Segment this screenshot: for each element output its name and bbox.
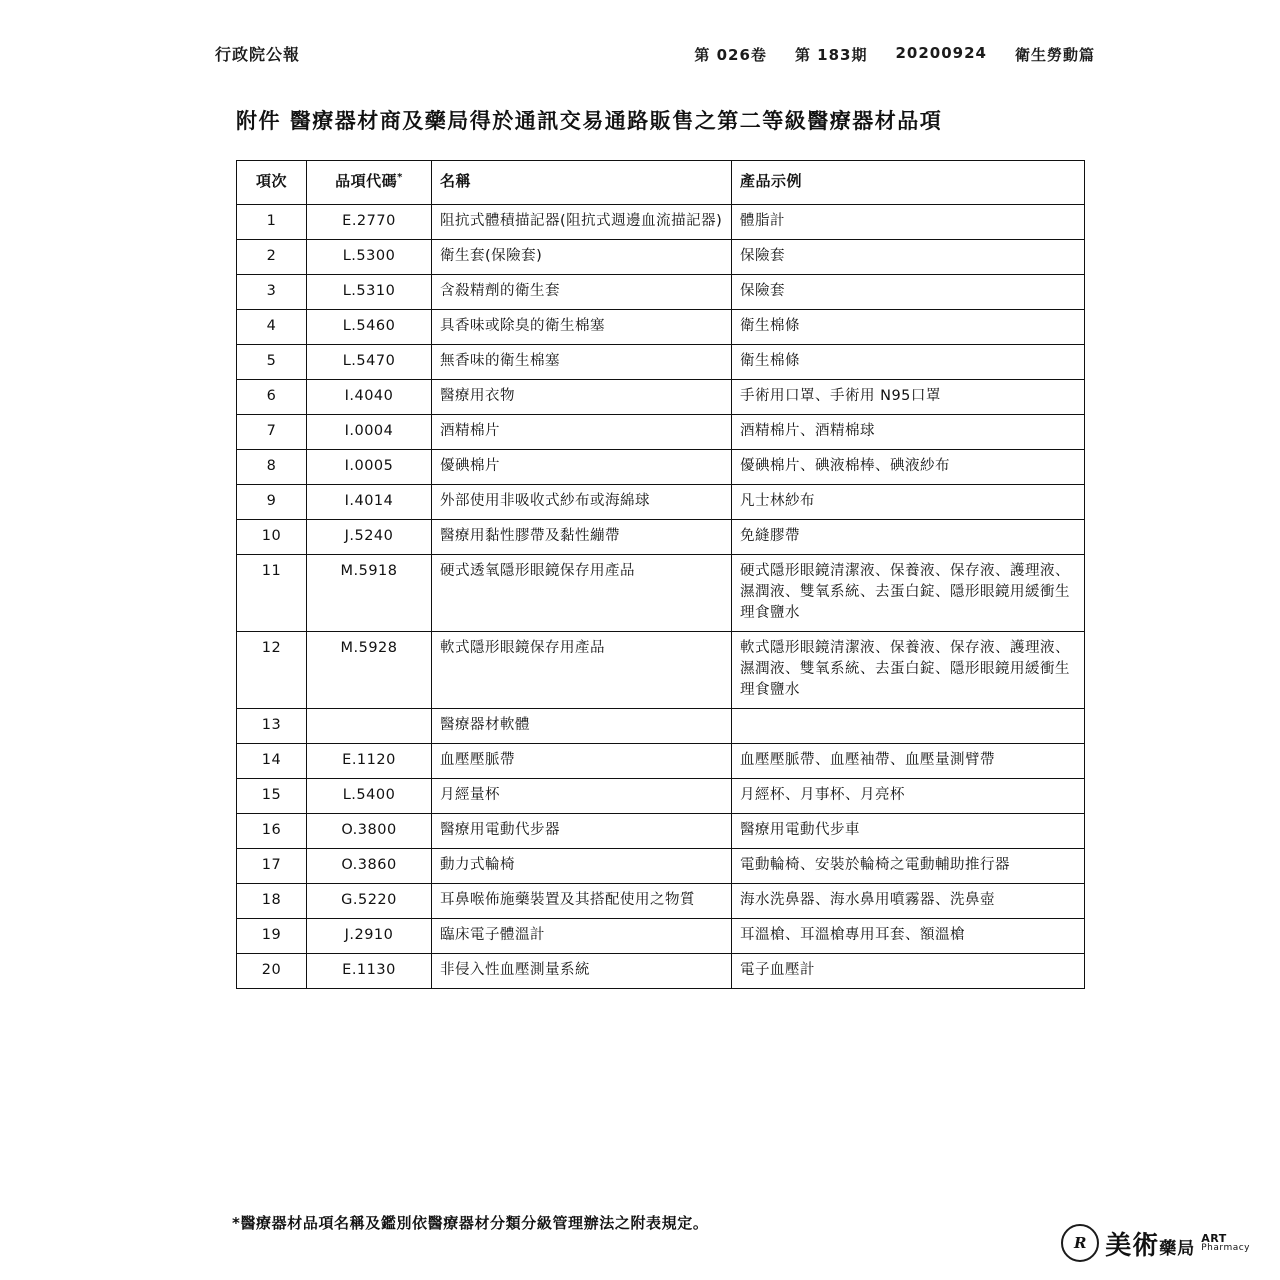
table-row bbox=[237, 779, 1085, 814]
cell-code: E.1130 bbox=[307, 954, 432, 989]
table-row bbox=[237, 274, 1085, 309]
cell-no: 8 bbox=[237, 449, 307, 484]
column-header-code-asterisk: * bbox=[397, 172, 403, 183]
logo-name-en-line2: Pharmacy bbox=[1201, 1243, 1250, 1254]
cell-example: 硬式隱形眼鏡清潔液、保養液、保存液、護理液、濕潤液、雙氧系統、去蛋白錠、隱形眼鏡用緩衝生理食鹽水 bbox=[732, 554, 1085, 631]
items-table-wrapper bbox=[236, 160, 1084, 989]
cell-name: 外部使用非吸收式紗布或海綿球 bbox=[432, 484, 732, 519]
header-meta bbox=[694, 44, 1095, 65]
column-header-code-label: 品項代碼 bbox=[335, 172, 398, 190]
cell-code: G.5220 bbox=[307, 884, 432, 919]
items-table-body bbox=[237, 204, 1085, 988]
cell-no: 14 bbox=[237, 744, 307, 779]
items-table bbox=[236, 160, 1085, 989]
cell-name: 阻抗式體積描記器(阻抗式週邊血流描記器) bbox=[432, 204, 732, 239]
cell-code: I.0005 bbox=[307, 449, 432, 484]
cell-no: 20 bbox=[237, 954, 307, 989]
cell-no: 13 bbox=[237, 709, 307, 744]
page-title: 附件 醫療器材商及藥局得於通訊交易通路販售之第二等級醫療器材品項 bbox=[236, 109, 943, 133]
table-row bbox=[237, 484, 1085, 519]
cell-no: 18 bbox=[237, 884, 307, 919]
cell-example bbox=[732, 709, 1085, 744]
cell-name: 硬式透氧隱形眼鏡保存用產品 bbox=[432, 554, 732, 631]
pharmacy-logo bbox=[1061, 1224, 1250, 1262]
cell-example: 電動輪椅、安裝於輪椅之電動輔助推行器 bbox=[732, 849, 1085, 884]
cell-name: 具香味或除臭的衛生棉塞 bbox=[432, 309, 732, 344]
table-row bbox=[237, 709, 1085, 744]
cell-example: 優碘棉片、碘液棉棒、碘液紗布 bbox=[732, 449, 1085, 484]
cell-name: 醫療器材軟體 bbox=[432, 709, 732, 744]
cell-example: 醫療用電動代步車 bbox=[732, 814, 1085, 849]
column-header-example: 產品示例 bbox=[732, 161, 1085, 205]
header-publication: 行政院公報 bbox=[215, 45, 301, 64]
cell-no: 4 bbox=[237, 309, 307, 344]
cell-example: 保險套 bbox=[732, 239, 1085, 274]
table-header-row bbox=[237, 161, 1085, 205]
logo-name-en-line1: ART bbox=[1201, 1231, 1227, 1245]
cell-code: J.5240 bbox=[307, 519, 432, 554]
cell-example: 血壓壓脈帶、血壓袖帶、血壓量測臂帶 bbox=[732, 744, 1085, 779]
cell-no: 10 bbox=[237, 519, 307, 554]
cell-example: 酒精棉片、酒精棉球 bbox=[732, 414, 1085, 449]
table-row bbox=[237, 814, 1085, 849]
cell-no: 11 bbox=[237, 554, 307, 631]
cell-code: E.1120 bbox=[307, 744, 432, 779]
table-row bbox=[237, 954, 1085, 989]
table-row bbox=[237, 309, 1085, 344]
cell-code: I.4014 bbox=[307, 484, 432, 519]
cell-name: 耳鼻喉佈施藥裝置及其搭配使用之物質 bbox=[432, 884, 732, 919]
cell-name: 優碘棉片 bbox=[432, 449, 732, 484]
cell-name: 軟式隱形眼鏡保存用產品 bbox=[432, 631, 732, 708]
cell-example: 手術用口罩、手術用 N95口罩 bbox=[732, 379, 1085, 414]
cell-code: E.2770 bbox=[307, 204, 432, 239]
cell-code: M.5928 bbox=[307, 631, 432, 708]
cell-code: O.3800 bbox=[307, 814, 432, 849]
footnote: *醫療器材品項名稱及鑑別依醫療器材分類分級管理辦法之附表規定。 bbox=[232, 1214, 709, 1232]
column-header-code bbox=[307, 161, 432, 205]
logo-name-cn bbox=[1105, 1225, 1195, 1262]
cell-name: 月經量杯 bbox=[432, 779, 732, 814]
table-row bbox=[237, 344, 1085, 379]
table-row bbox=[237, 414, 1085, 449]
cell-name: 醫療用黏性膠帶及黏性繃帶 bbox=[432, 519, 732, 554]
table-row bbox=[237, 239, 1085, 274]
page-header bbox=[215, 42, 1095, 65]
table-row bbox=[237, 919, 1085, 954]
cell-name: 動力式輪椅 bbox=[432, 849, 732, 884]
cell-no: 19 bbox=[237, 919, 307, 954]
logo-name-cn-main: 美術 bbox=[1105, 1230, 1160, 1261]
logo-name-en bbox=[1201, 1233, 1250, 1254]
logo-circle-icon: R bbox=[1061, 1224, 1099, 1262]
cell-example: 月經杯、月事杯、月亮杯 bbox=[732, 779, 1085, 814]
cell-name: 醫療用電動代步器 bbox=[432, 814, 732, 849]
cell-no: 3 bbox=[237, 274, 307, 309]
cell-name: 酒精棉片 bbox=[432, 414, 732, 449]
cell-code: L.5400 bbox=[307, 779, 432, 814]
cell-code: M.5918 bbox=[307, 554, 432, 631]
table-row bbox=[237, 204, 1085, 239]
cell-code bbox=[307, 709, 432, 744]
cell-code: I.0004 bbox=[307, 414, 432, 449]
cell-no: 7 bbox=[237, 414, 307, 449]
cell-example: 衛生棉條 bbox=[732, 309, 1085, 344]
header-date: 20200924 bbox=[895, 44, 987, 62]
cell-code: L.5470 bbox=[307, 344, 432, 379]
cell-no: 5 bbox=[237, 344, 307, 379]
cell-code: J.2910 bbox=[307, 919, 432, 954]
cell-name: 臨床電子體溫計 bbox=[432, 919, 732, 954]
cell-example: 衛生棉條 bbox=[732, 344, 1085, 379]
table-row bbox=[237, 884, 1085, 919]
cell-name: 無香味的衛生棉塞 bbox=[432, 344, 732, 379]
cell-example: 保險套 bbox=[732, 274, 1085, 309]
cell-name: 含殺精劑的衛生套 bbox=[432, 274, 732, 309]
cell-example: 體脂計 bbox=[732, 204, 1085, 239]
cell-example: 電子血壓計 bbox=[732, 954, 1085, 989]
cell-code: L.5300 bbox=[307, 239, 432, 274]
column-header-name: 名稱 bbox=[432, 161, 732, 205]
cell-example: 軟式隱形眼鏡清潔液、保養液、保存液、護理液、濕潤液、雙氧系統、去蛋白錠、隱形眼鏡用緩衝生理食鹽水 bbox=[732, 631, 1085, 708]
cell-no: 1 bbox=[237, 204, 307, 239]
cell-name: 非侵入性血壓測量系統 bbox=[432, 954, 732, 989]
table-row bbox=[237, 519, 1085, 554]
cell-example: 凡士林紗布 bbox=[732, 484, 1085, 519]
cell-no: 16 bbox=[237, 814, 307, 849]
cell-name: 血壓壓脈帶 bbox=[432, 744, 732, 779]
cell-name: 醫療用衣物 bbox=[432, 379, 732, 414]
cell-example: 免縫膠帶 bbox=[732, 519, 1085, 554]
header-agency: 衛生勞動篇 bbox=[1014, 46, 1095, 64]
cell-no: 6 bbox=[237, 379, 307, 414]
cell-example: 海水洗鼻器、海水鼻用噴霧器、洗鼻壺 bbox=[732, 884, 1085, 919]
table-row bbox=[237, 449, 1085, 484]
cell-no: 9 bbox=[237, 484, 307, 519]
cell-no: 15 bbox=[237, 779, 307, 814]
cell-name: 衛生套(保險套) bbox=[432, 239, 732, 274]
cell-code: I.4040 bbox=[307, 379, 432, 414]
table-row bbox=[237, 631, 1085, 708]
header-volume: 第 026卷 bbox=[694, 46, 767, 64]
header-issue: 第 183期 bbox=[794, 46, 868, 64]
column-header-no: 項次 bbox=[237, 161, 307, 205]
cell-code: L.5310 bbox=[307, 274, 432, 309]
table-row bbox=[237, 554, 1085, 631]
cell-code: O.3860 bbox=[307, 849, 432, 884]
cell-code: L.5460 bbox=[307, 309, 432, 344]
table-row bbox=[237, 849, 1085, 884]
table-row bbox=[237, 744, 1085, 779]
table-row bbox=[237, 379, 1085, 414]
cell-example: 耳溫槍、耳溫槍專用耳套、額溫槍 bbox=[732, 919, 1085, 954]
cell-no: 12 bbox=[237, 631, 307, 708]
cell-no: 17 bbox=[237, 849, 307, 884]
logo-name-cn-sub: 藥局 bbox=[1159, 1238, 1196, 1259]
cell-no: 2 bbox=[237, 239, 307, 274]
